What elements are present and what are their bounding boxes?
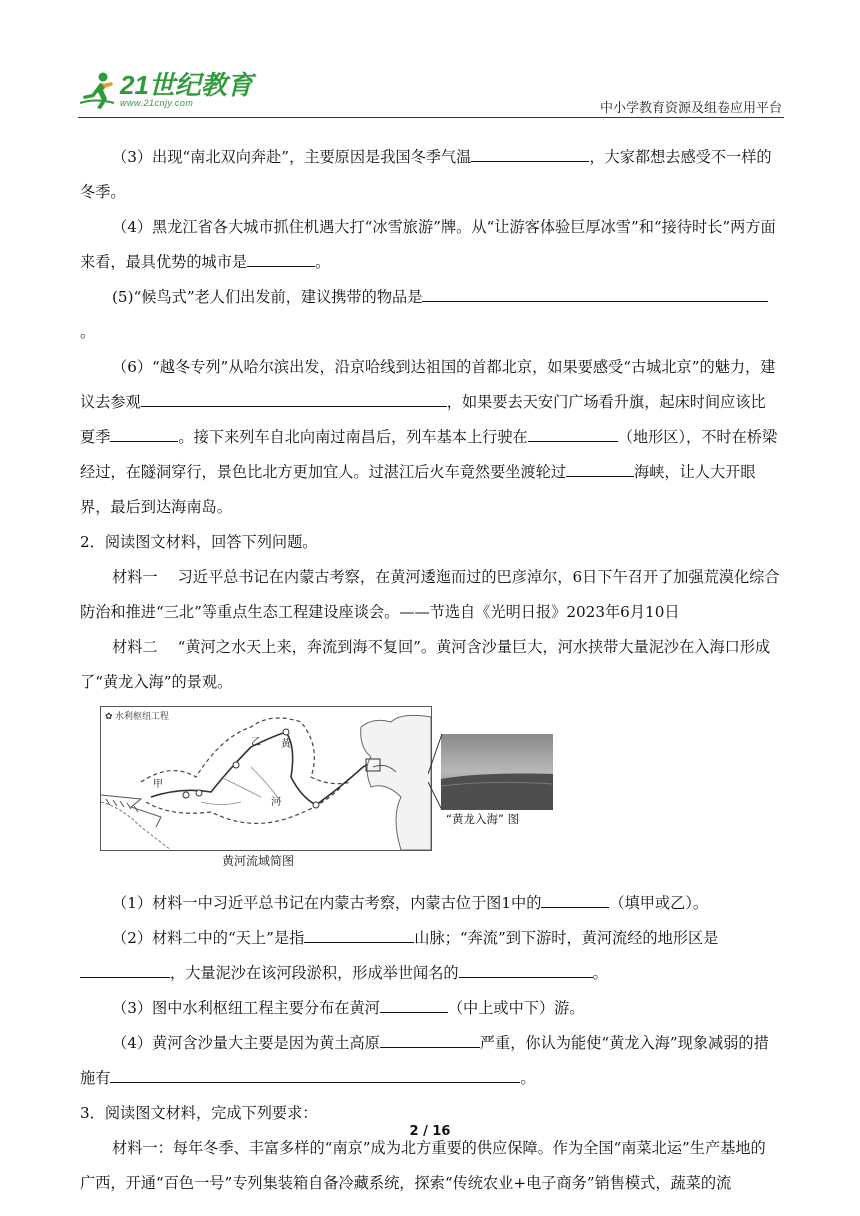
callout-lines bbox=[428, 734, 448, 814]
answer-blank[interactable] bbox=[80, 959, 170, 978]
answer-blank[interactable] bbox=[380, 1029, 480, 1048]
answer-blank[interactable] bbox=[528, 423, 618, 442]
answer-blank[interactable] bbox=[141, 388, 447, 407]
map-caption: 黄河流域简图 bbox=[222, 854, 295, 868]
answer-blank[interactable] bbox=[380, 994, 448, 1013]
answer-blank[interactable] bbox=[459, 959, 593, 978]
logo bbox=[78, 68, 253, 112]
q1-part5: (5)“候鸟式”老人们出发前，建议携带的物品是。 bbox=[80, 280, 780, 350]
map-legend-label: 水利枢纽工程 bbox=[115, 712, 170, 722]
photo-caption: “黄龙入海” 图 bbox=[446, 812, 520, 826]
q2-sub1: （1）材料一中习近平总书记在内蒙古考察，内蒙古位于图1中的 （填甲或乙）。 bbox=[80, 886, 780, 921]
answer-blank[interactable] bbox=[110, 423, 178, 442]
answer-blank[interactable] bbox=[541, 889, 609, 908]
map-label-yi: 乙 bbox=[251, 737, 261, 748]
answer-blank[interactable] bbox=[422, 283, 768, 302]
answer-blank[interactable] bbox=[247, 248, 315, 267]
platform-name: 中小学教育资源及组卷应用平台 bbox=[599, 101, 782, 116]
q2-sub2: （2）材料二中的“天上”是指 山脉；“奔流”到下游时，黄河流经的地形区是，大量泥沙在该河段淤积，形成举世闻名的 。 bbox=[80, 921, 780, 991]
map-label-he: 河 bbox=[271, 797, 281, 808]
header-divider bbox=[78, 117, 784, 118]
q2-title: 2．阅读图文材料，回答下列问题。 bbox=[80, 533, 318, 551]
map-label-huang: 黄 bbox=[281, 739, 291, 750]
q2-material-1: 材料一 习近平总书记在内蒙古考察，在黄河逶迤而过的巴彦淖尔，6日下午召开了加强荒漠化综合防治和推进“三北”等重点生态工程建设座谈会。——节选自《光明日报》2023年6月10日 bbox=[80, 568, 780, 621]
q3-material-1: 材料一：每年冬季、丰富多样的“南京”成为北方重要的供应保障。作为全国“南菜北运”生产基地的广西，开通“百色一号”专列集装箱自备冷藏系统，探索“传统农业+电子商务”销售模式，蔬菜的流 bbox=[80, 1139, 766, 1192]
answer-blank[interactable] bbox=[304, 924, 414, 943]
figure bbox=[80, 704, 780, 884]
logo-title: 21世纪教育 bbox=[120, 70, 253, 100]
q2-sub4: （4）黄河含沙量大主要是因为黄土高原 严重，你认为能使“黄龙入海”现象减弱的措施有 。 bbox=[80, 1026, 780, 1096]
page-number: 2 / 16 bbox=[409, 1124, 451, 1139]
q2-material-2: 材料二 “黄河之水天上来，奔流到海不复回”。黄河含沙量巨大，河水挟带大量泥沙在入海口形成了“黄龙入海”的景观。 bbox=[80, 638, 771, 691]
q1-part3: （3）出现“南北双向奔赴”，主要原因是我国冬季气温 ，大家都想去感受不一样的冬季。 bbox=[80, 140, 780, 210]
q1-part4: （4）黑龙江省各大城市抓住机遇大打“冰雪旅游”牌。从“让游客体验巨厚冰雪”和“接待时长”两方面来看，最具优势的城市是 。 bbox=[80, 218, 776, 271]
page-header bbox=[78, 62, 784, 114]
q3-title: 3．阅读图文材料，完成下列要求： bbox=[80, 1104, 318, 1122]
document-body bbox=[80, 140, 780, 1201]
answer-blank[interactable] bbox=[110, 1064, 520, 1083]
q2-sub3: （3）图中水利枢纽工程主要分布在黄河 （中上或中下）游。 bbox=[80, 991, 780, 1026]
q1-part6: （6）“越冬专列”从哈尔滨出发，沿京哈线到达祖国的首都北京，如果要感受“古城北京”的魅力，建议去参观 ，如果要去天安门广场看升旗，起床时间应该比夏季 。接下来列车自北向南过南昌后，列车基本上行驶在 （地形区），不时在桥梁经过，在隧洞穿行，景色比北方更加宜人。过湛江后火车竟然要坐渡轮过 海峡，让人大开眼界，最后到达海南岛。 bbox=[80, 358, 778, 516]
svg-text:✿: ✿ bbox=[105, 712, 113, 722]
map-label-jia: 甲 bbox=[153, 779, 163, 790]
runner-logo-icon bbox=[78, 70, 118, 110]
answer-blank[interactable] bbox=[566, 458, 634, 477]
answer-blank[interactable] bbox=[471, 143, 589, 162]
logo-url: www.21cnjy.com bbox=[120, 98, 194, 108]
yellow-river-map bbox=[100, 706, 432, 851]
river-delta-photo bbox=[441, 734, 553, 810]
